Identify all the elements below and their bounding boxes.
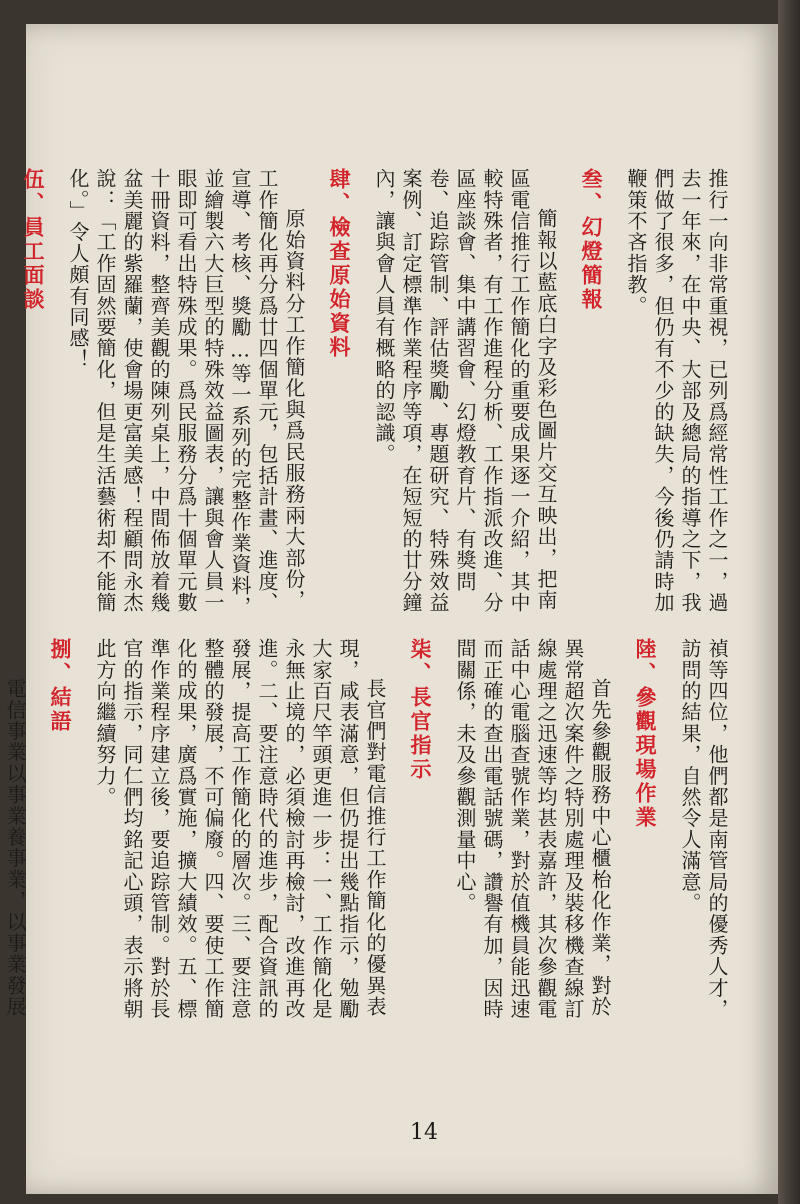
section-6-paragraph: 首先參觀服務中心櫃枱化作業，對於異常超次案件之特別處理及裝移機查線訂線處理之迅速等均甚表嘉許，其次參觀電話中心電腦查號作業，對於值機員能迅速而正確的查出電話號碼，讚譽有加，因時間關係，未及參觀測量中心。 [453,638,612,1020]
section-7-paragraph: 長官們對電信推行工作簡化的優異表現，咸表滿意，但仍提出幾點指示，勉勵大家百尺竿頭更進一步：一、工作簡化是永無止境的，必須檢討再檢討，改進再改進。二、要注意時代的進步，配合資訊的發展，提高工作簡化的層次。三、要注意整體的發展，不可偏廢。四、要使工作簡化的成果，廣爲實施，擴大績效。五、標準作業程序建立後，要追踪管制。對於長官的指示，同仁們均銘記心頭，表示將朝此方向繼續努力。 [93,638,387,1020]
section-4-paragraph: 原始資料分工作簡化與爲民服務兩大部份，工作簡化再分爲廿四個單元，包括計畫、進度、宣導、考核、獎勵…等一系列的完整作業資料，並繪製六大巨型的特殊效益圖表，讓與會人員一眼即可看出特殊成果。爲民服務分爲十個單元數十冊資料，整齊美觀的陳列桌上，中間佈放着幾盆美麗的紫羅蘭，使會場更富美感！程顧問永杰說：「工作固然要簡化，但是生活藝術却不能簡化。」令人頗有同感！ [66,168,306,618]
continuation-paragraph: 禎等四位，他們都是南管局的優秀人才，訪問的結果，自然令人滿意。 [678,638,729,1020]
top-text-block [21,168,730,620]
page-number: 14 [410,1120,438,1145]
section-3-heading: 叁、幻燈簡報 [579,168,603,312]
section-4-heading: 肆、檢查原始資料 [327,168,351,360]
section-6-heading: 陸、參觀現場作業 [633,638,657,830]
section-7-heading: 柒、長官指示 [408,638,432,782]
intro-paragraph: 推行一向非常重視，已列爲經常性工作之一，過去一年來，在中央、大部及總局的指導之下，我們做了很多，但仍有不少的缺失，今後仍請時加鞭策不吝指教。 [624,168,729,614]
book-spine [778,0,800,1204]
section-8-paragraph: 電信事業以事業養事業，以事業發展 [3,678,27,1018]
section-5-paragraph [0,168,1,620]
section-8-heading: 捌、結語 [48,638,72,734]
bottom-text-block [3,638,730,1024]
section-5-heading: 伍、員工面談 [21,168,45,312]
section-3-paragraph: 簡報以藍底白字及彩色圖片交互映出，把南區電信推行工作簡化的重要成果逐一介紹，其中較特殊者，有工作進程分析、工作指派改進、分區座談會、集中講習會、幻燈教育片、有獎問卷、追踪管制、評估獎勵、專題研究、特殊效益案例、訂定標準作業程序等項，在短短的廿分鐘內，讓與會人員有概略的認識。 [372,168,558,614]
